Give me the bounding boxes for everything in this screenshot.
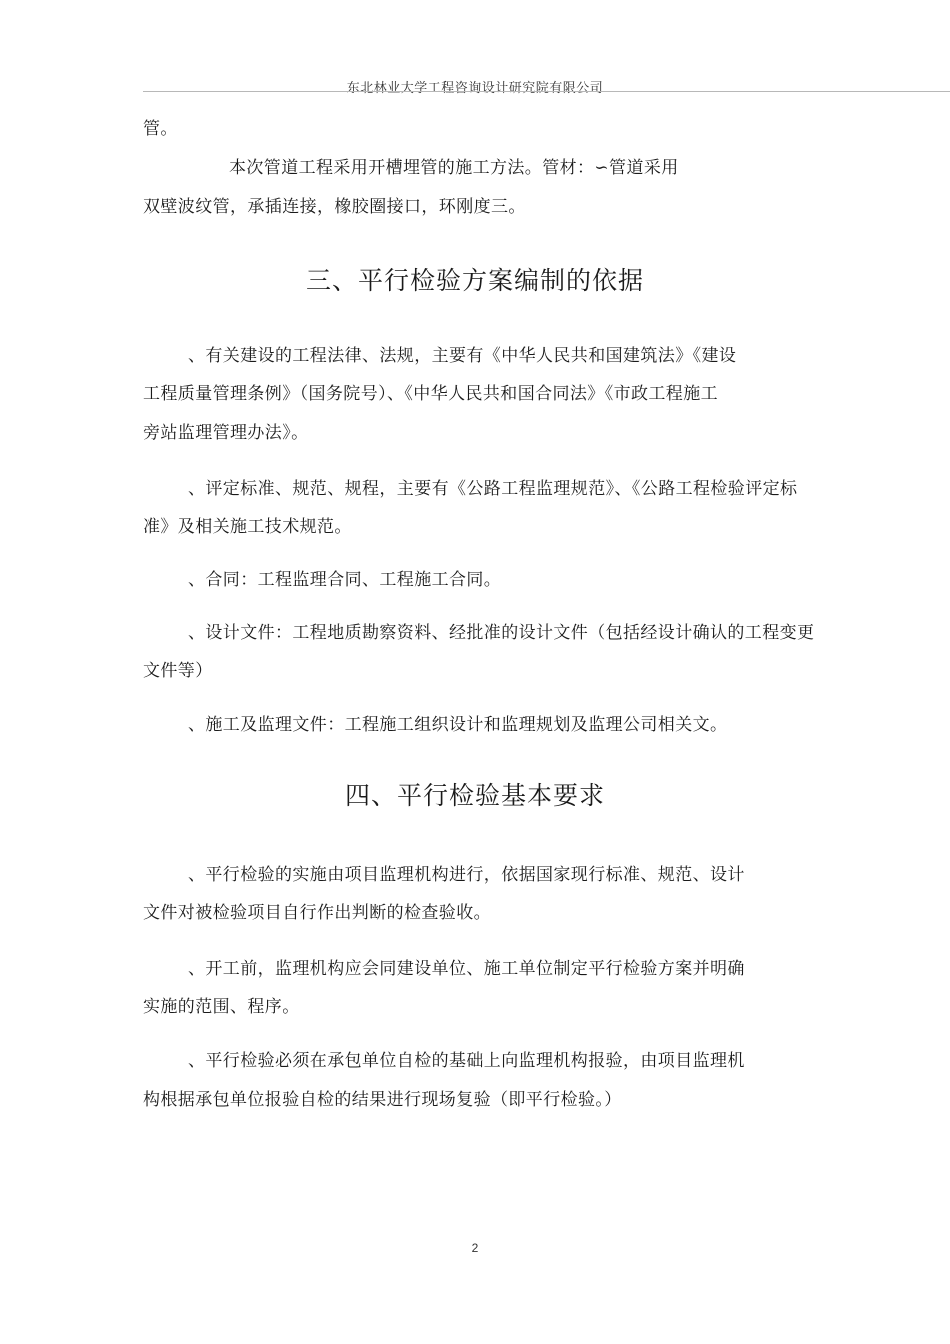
item-line: 、合同：工程监理合同、工程施工合同。: [188, 570, 502, 590]
intro-line-3: 双壁波纹管，承插连接，橡胶圈接口，环刚度三。: [143, 197, 526, 217]
item-line: 、评定标准、规范、规程，主要有《公路工程监理规范》、《公路工程检验评定标: [188, 479, 798, 499]
page-header-title: 东北林业大学工程咨询设计研究院有限公司: [346, 81, 604, 96]
item-line: 文件等）: [143, 661, 213, 681]
section-4-title: 四、平行检验基本要求: [344, 781, 605, 810]
intro-line-1: 管。: [143, 119, 178, 139]
header-divider: [143, 91, 950, 92]
item-line: 构根据承包单位报验自检的结果进行现场复验（即平行检验。）: [143, 1090, 622, 1110]
item-line: 、平行检验的实施由项目监理机构进行，依据国家现行标准、规范、设计: [188, 865, 745, 885]
section-3-title: 三、平行检验方案编制的依据: [305, 266, 644, 295]
item-line: 旁站监理管理办法》。: [143, 423, 309, 443]
item-line: 准》及相关施工技术规范。: [143, 517, 352, 537]
item-line: 、设计文件：工程地质勘察资料、经批准的设计文件（包括经设计确认的工程变更: [188, 623, 815, 643]
item-line: 、施工及监理文件：工程施工组织设计和监理规划及监理公司相关文。: [188, 715, 728, 735]
page-number: 2: [471, 1241, 479, 1255]
item-line: 、平行检验必须在承包单位自检的基础上向监理机构报验，由项目监理机: [188, 1051, 745, 1071]
intro-line-2: 本次管道工程采用开槽埋管的施工方法。管材：∽管道采用: [229, 158, 679, 178]
item-line: 、有关建设的工程法律、法规，主要有《中华人民共和国建筑法》《建设: [188, 346, 737, 366]
item-line: 实施的范围、程序。: [143, 997, 300, 1017]
item-line: 工程质量管理条例》（国务院号）、《中华人民共和国合同法》《市政工程施工: [143, 384, 718, 404]
item-line: 、开工前，监理机构应会同建设单位、施工单位制定平行检验方案并明确: [188, 959, 745, 979]
item-line: 文件对被检验项目自行作出判断的检查验收。: [143, 903, 491, 923]
